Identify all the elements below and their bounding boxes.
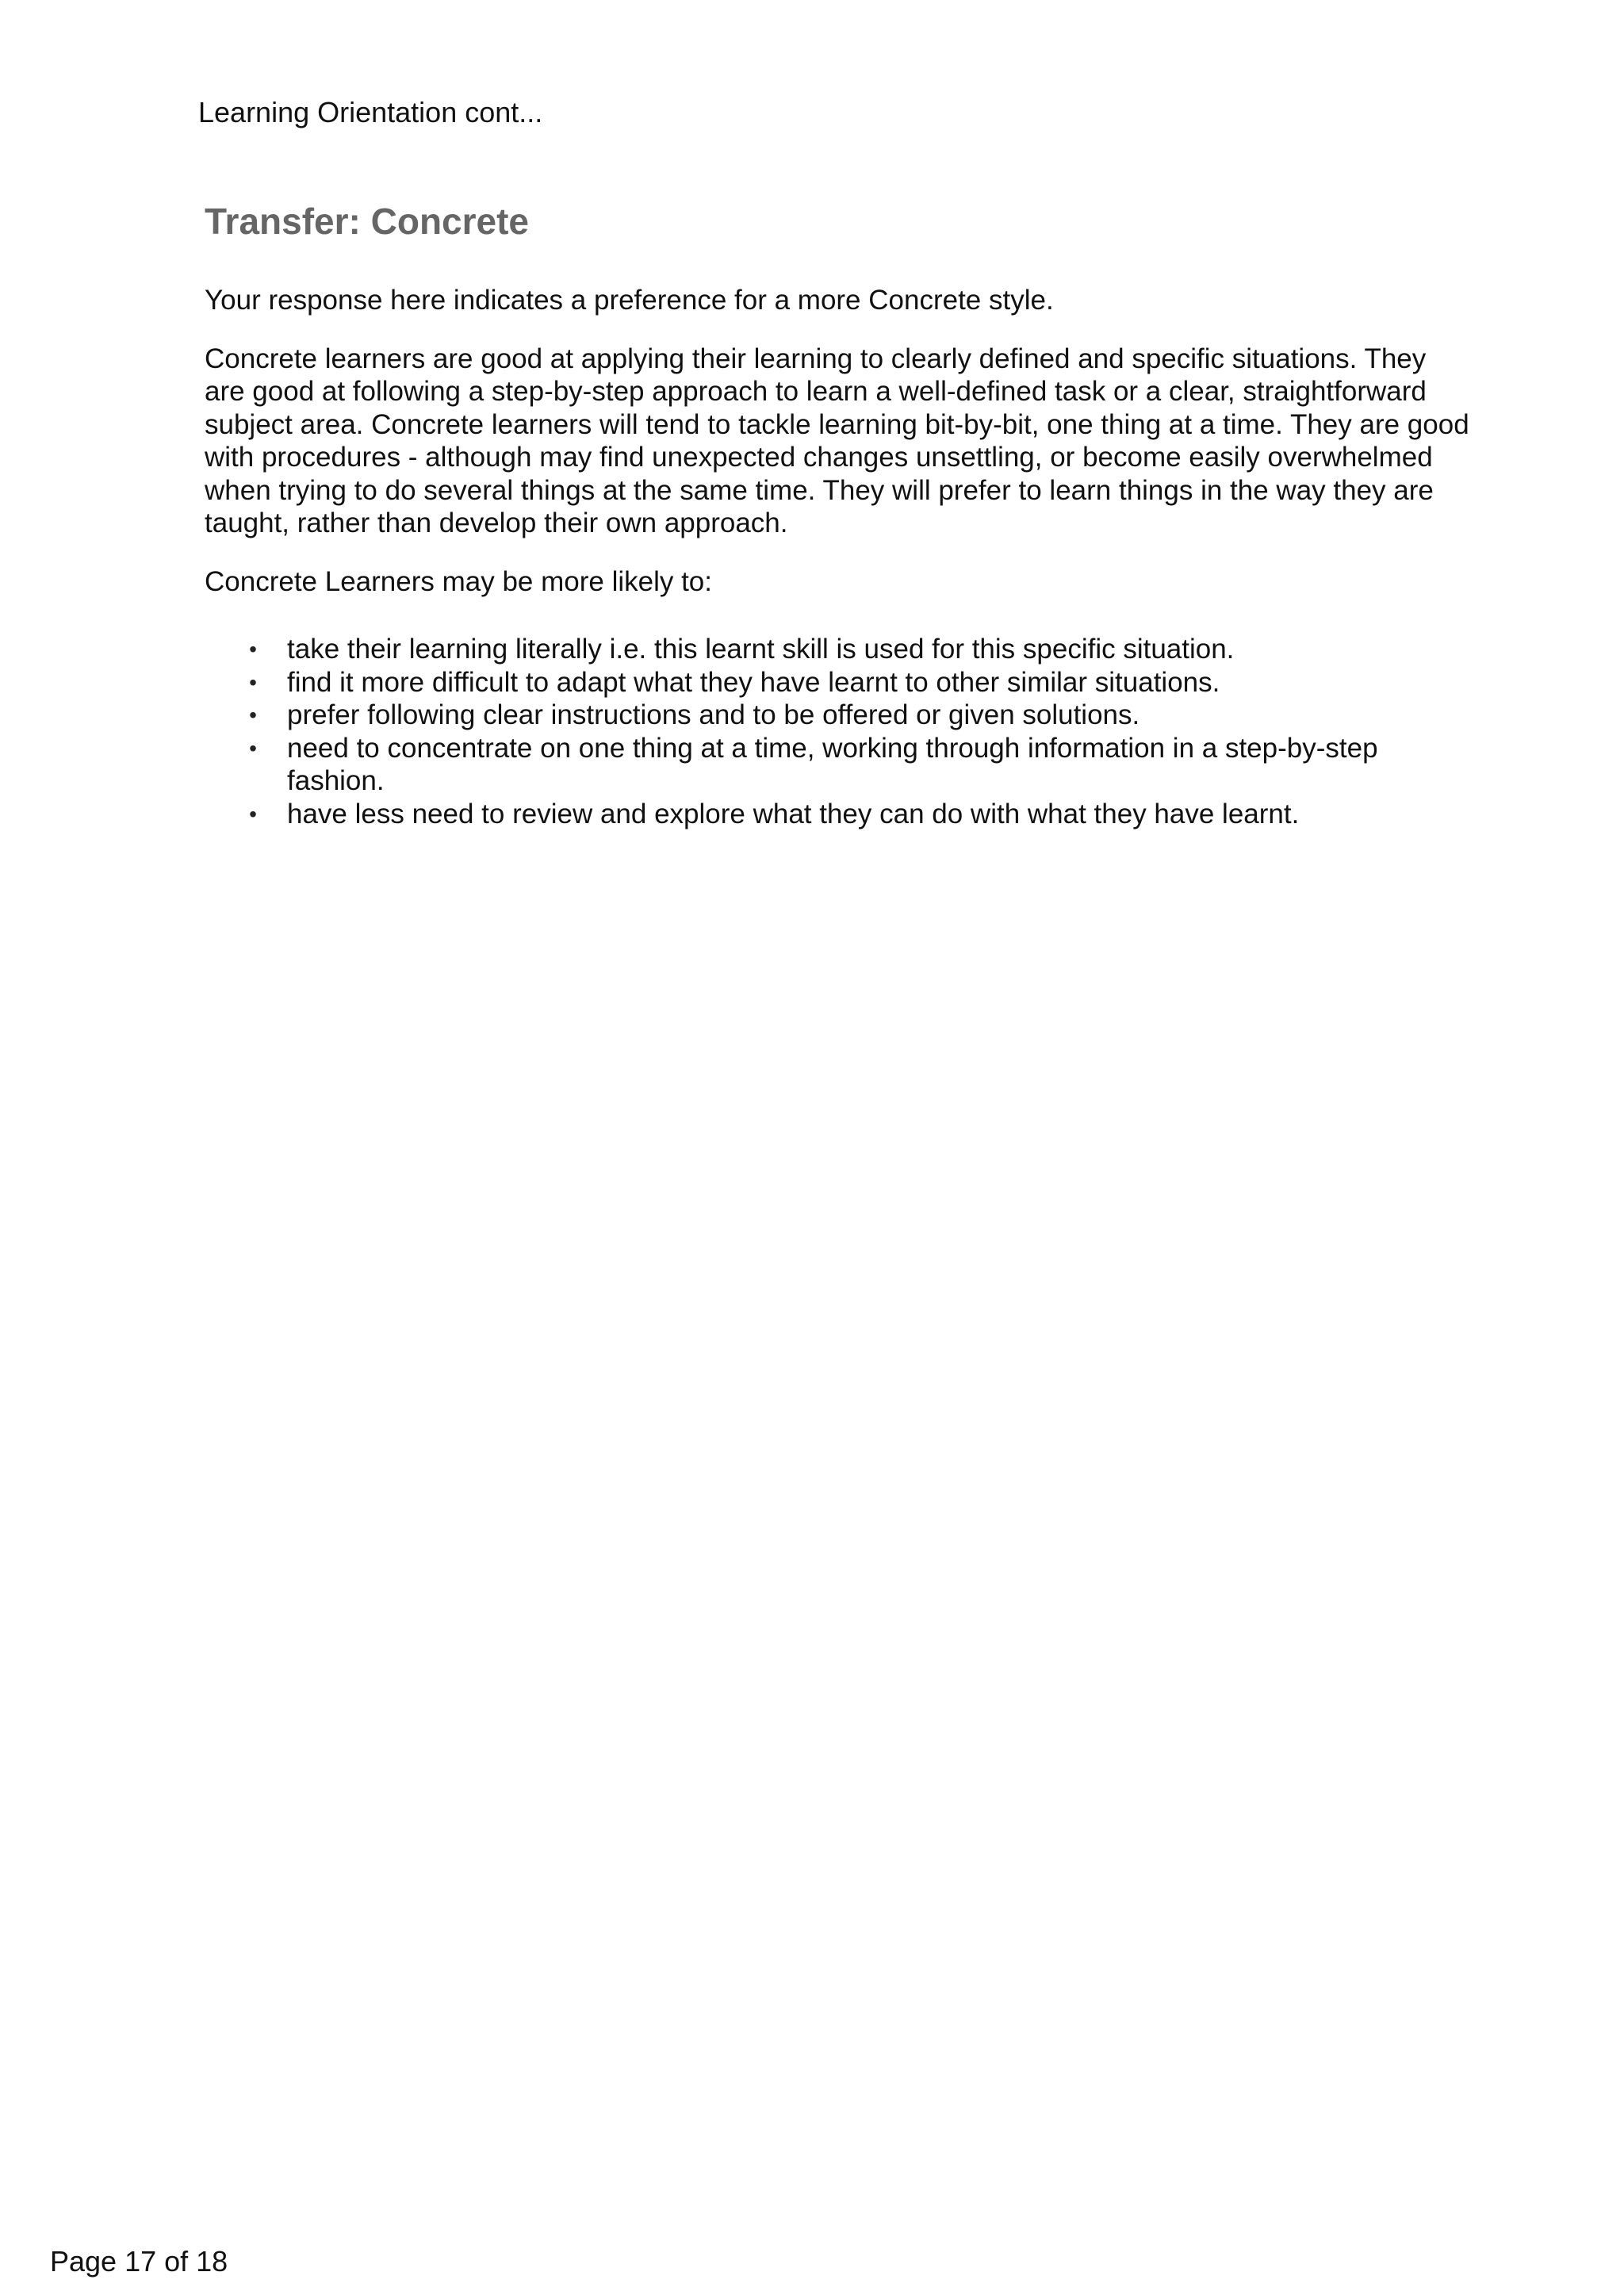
list-intro: Concrete Learners may be more likely to: xyxy=(205,565,712,597)
running-header: Learning Orientation cont... xyxy=(198,96,543,128)
bullet-icon: • xyxy=(249,637,257,661)
list-item xyxy=(241,732,1473,798)
bullet-list xyxy=(205,633,1473,830)
body-paragraph: Concrete learners are good at applying their learning to clearly defined and specific situations. They are good at following a step-by-step approach to learn a well-defined task or a clear, straightforward subject area. Concrete learners will tend to tackle learning bit-by-bit, one thing at a time. They are good with procedures - although may find unexpected changes unsettling, or become easily overwhelmed when trying to do several things at the same time. They will prefer to learn things in the way they are taught, rather than develop their own approach. xyxy=(205,343,1469,538)
bullet-icon: • xyxy=(249,801,257,826)
list-item-text: need to concentrate on one thing at a time, working through information in a step-by-step fashion. xyxy=(287,732,1378,796)
intro-paragraph: Your response here indicates a preference for a more Concrete style. xyxy=(205,285,1054,316)
bullet-icon: • xyxy=(249,669,257,695)
section-title: Transfer: Concrete xyxy=(205,201,530,242)
list-item xyxy=(241,699,1473,732)
list-item xyxy=(241,666,1473,699)
list-item-text: take their learning literally i.e. this learnt skill is used for this specific situation. xyxy=(287,634,1235,665)
page-number: Page 17 of 18 xyxy=(50,2245,228,2278)
bullet-icon: • xyxy=(249,703,257,727)
list-item-text: find it more difficult to adapt what they have learnt to other similar situations. xyxy=(287,666,1220,698)
list-item xyxy=(241,798,1473,831)
list-item xyxy=(241,633,1473,666)
list-item-text: have less need to review and explore what they can do with what they have learnt. xyxy=(287,798,1300,829)
list-item-text: prefer following clear instructions and to be offered or given solutions. xyxy=(287,699,1140,730)
bullet-icon: • xyxy=(249,735,257,760)
section-content xyxy=(205,198,1473,830)
